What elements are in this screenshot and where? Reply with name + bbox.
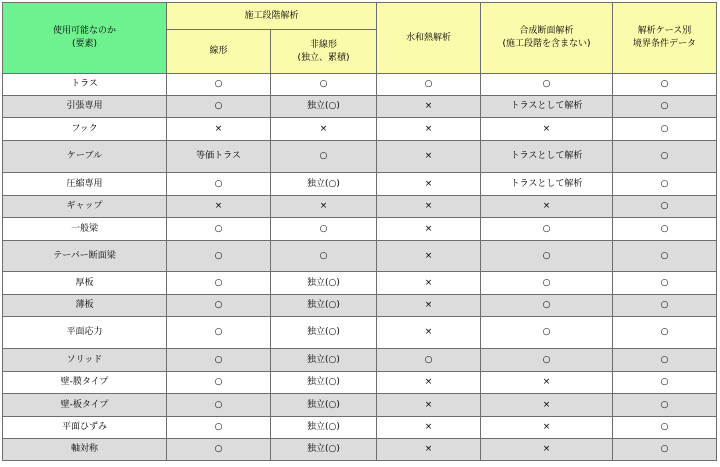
cell-linear: ○ xyxy=(167,218,271,241)
cell-linear: ○ xyxy=(167,272,271,295)
cell-boundary: ○ xyxy=(613,74,717,96)
cell-boundary: ○ xyxy=(613,218,717,241)
header-linear: 線形 xyxy=(167,30,271,74)
table-row xyxy=(3,196,717,218)
cell-linear: ○ xyxy=(167,173,271,196)
table-row xyxy=(3,272,717,295)
cell-hydration: × xyxy=(377,417,481,439)
table-row xyxy=(3,173,717,196)
row-element-name: 一般梁 xyxy=(3,218,167,241)
table-row xyxy=(3,241,717,272)
table-row xyxy=(3,372,717,394)
header-composite-line2: (施工段階を含まない) xyxy=(502,39,591,49)
cell-boundary: ○ xyxy=(613,173,717,196)
cell-boundary: ○ xyxy=(613,118,717,141)
row-element-name: 厚板 xyxy=(3,272,167,295)
row-element-name: トラス xyxy=(3,74,167,96)
cell-nonlinear: ○ xyxy=(271,141,377,173)
cell-composite: × xyxy=(481,417,613,439)
cell-linear: ○ xyxy=(167,295,271,317)
cell-linear: ○ xyxy=(167,74,271,96)
row-element-name: 圧縮専用 xyxy=(3,173,167,196)
header-nonlinear xyxy=(271,30,377,74)
cell-nonlinear: × xyxy=(271,118,377,141)
cell-nonlinear: ○ xyxy=(271,74,377,96)
element-compatibility-table xyxy=(2,2,717,461)
cell-nonlinear: 独立(○) xyxy=(271,272,377,295)
cell-boundary: ○ xyxy=(613,241,717,272)
cell-nonlinear: × xyxy=(271,196,377,218)
cell-linear: ○ xyxy=(167,417,271,439)
row-element-name: 軸対称 xyxy=(3,439,167,461)
cell-hydration: ○ xyxy=(377,349,481,372)
row-element-name: 平面応力 xyxy=(3,317,167,349)
cell-composite: ○ xyxy=(481,241,613,272)
cell-composite: トラスとして解析 xyxy=(481,173,613,196)
header-boundary-data xyxy=(613,3,717,74)
cell-nonlinear: 独立(○) xyxy=(271,317,377,349)
table-row xyxy=(3,439,717,461)
cell-nonlinear: 独立(○) xyxy=(271,439,377,461)
cell-hydration: × xyxy=(377,173,481,196)
cell-hydration: ○ xyxy=(377,74,481,96)
cell-nonlinear: 独立(○) xyxy=(271,394,377,417)
cell-nonlinear: 独立(○) xyxy=(271,417,377,439)
cell-boundary: ○ xyxy=(613,349,717,372)
cell-nonlinear: ○ xyxy=(271,218,377,241)
cell-hydration: × xyxy=(377,141,481,173)
cell-linear: ○ xyxy=(167,96,271,118)
cell-boundary: ○ xyxy=(613,141,717,173)
cell-boundary: ○ xyxy=(613,372,717,394)
cell-boundary: ○ xyxy=(613,96,717,118)
cell-composite: ○ xyxy=(481,349,613,372)
header-boundary-line1: 解析ケース別 xyxy=(637,26,692,36)
cell-boundary: ○ xyxy=(613,394,717,417)
cell-hydration: × xyxy=(377,372,481,394)
row-element-name: 壁-膜タイプ xyxy=(3,372,167,394)
cell-linear: × xyxy=(167,196,271,218)
cell-nonlinear: 独立(○) xyxy=(271,295,377,317)
cell-linear: ○ xyxy=(167,394,271,417)
table-row xyxy=(3,218,717,241)
cell-nonlinear: 独立(○) xyxy=(271,372,377,394)
cell-hydration: × xyxy=(377,439,481,461)
cell-boundary: ○ xyxy=(613,295,717,317)
cell-linear: × xyxy=(167,118,271,141)
header-nonlinear-line2: (独立、累積) xyxy=(297,52,350,63)
header-boundary-line2: 境界条件データ xyxy=(632,39,696,49)
cell-composite: × xyxy=(481,394,613,417)
cell-hydration: × xyxy=(377,241,481,272)
cell-hydration: × xyxy=(377,218,481,241)
table-row xyxy=(3,349,717,372)
cell-composite: ○ xyxy=(481,317,613,349)
cell-linear: 等価トラス xyxy=(167,141,271,173)
header-element-line1: 使用可能なのか xyxy=(52,26,116,36)
table-row xyxy=(3,417,717,439)
header-element xyxy=(3,3,167,74)
row-element-name: ソリッド xyxy=(3,349,167,372)
cell-composite: × xyxy=(481,196,613,218)
row-element-name: ギャップ xyxy=(3,196,167,218)
row-element-name: 壁-板タイプ xyxy=(3,394,167,417)
table-container xyxy=(2,2,717,461)
row-element-name: 平面ひずみ xyxy=(3,417,167,439)
cell-linear: ○ xyxy=(167,372,271,394)
cell-composite: × xyxy=(481,118,613,141)
cell-hydration: × xyxy=(377,196,481,218)
header-composite-line1: 合成断面解析 xyxy=(519,26,574,36)
cell-hydration: × xyxy=(377,118,481,141)
header-hydration-heat: 水和熱解析 xyxy=(377,3,481,74)
cell-composite: ○ xyxy=(481,272,613,295)
cell-nonlinear: ○ xyxy=(271,241,377,272)
header-composite-section xyxy=(481,3,613,74)
cell-composite: ○ xyxy=(481,218,613,241)
cell-hydration: × xyxy=(377,394,481,417)
cell-hydration: × xyxy=(377,295,481,317)
cell-boundary: ○ xyxy=(613,272,717,295)
cell-nonlinear: 独立(○) xyxy=(271,173,377,196)
cell-nonlinear: 独立(○) xyxy=(271,349,377,372)
cell-hydration: × xyxy=(377,317,481,349)
cell-boundary: ○ xyxy=(613,196,717,218)
header-nonlinear-line1: 非線形 xyxy=(309,39,337,50)
header-construction-stage: 施工段階解析 xyxy=(167,3,377,30)
cell-linear: ○ xyxy=(167,439,271,461)
cell-boundary: ○ xyxy=(613,417,717,439)
cell-linear: ○ xyxy=(167,349,271,372)
table-row xyxy=(3,118,717,141)
row-element-name: ケーブル xyxy=(3,141,167,173)
cell-composite: × xyxy=(481,372,613,394)
table-row xyxy=(3,394,717,417)
cell-boundary: ○ xyxy=(613,317,717,349)
table-row xyxy=(3,141,717,173)
cell-hydration: × xyxy=(377,96,481,118)
row-element-name: テーパー断面梁 xyxy=(3,241,167,272)
cell-nonlinear: 独立(○) xyxy=(271,96,377,118)
cell-boundary: ○ xyxy=(613,439,717,461)
table-row xyxy=(3,96,717,118)
cell-composite: トラスとして解析 xyxy=(481,96,613,118)
cell-composite: トラスとして解析 xyxy=(481,141,613,173)
table-row xyxy=(3,74,717,96)
table-row xyxy=(3,295,717,317)
cell-linear: ○ xyxy=(167,241,271,272)
cell-hydration: × xyxy=(377,272,481,295)
cell-composite: ○ xyxy=(481,295,613,317)
cell-linear: ○ xyxy=(167,317,271,349)
row-element-name: 薄板 xyxy=(3,295,167,317)
header-element-line2: (要素) xyxy=(71,39,98,49)
cell-composite: × xyxy=(481,439,613,461)
row-element-name: フック xyxy=(3,118,167,141)
table-row xyxy=(3,317,717,349)
row-element-name: 引張専用 xyxy=(3,96,167,118)
cell-composite: ○ xyxy=(481,74,613,96)
